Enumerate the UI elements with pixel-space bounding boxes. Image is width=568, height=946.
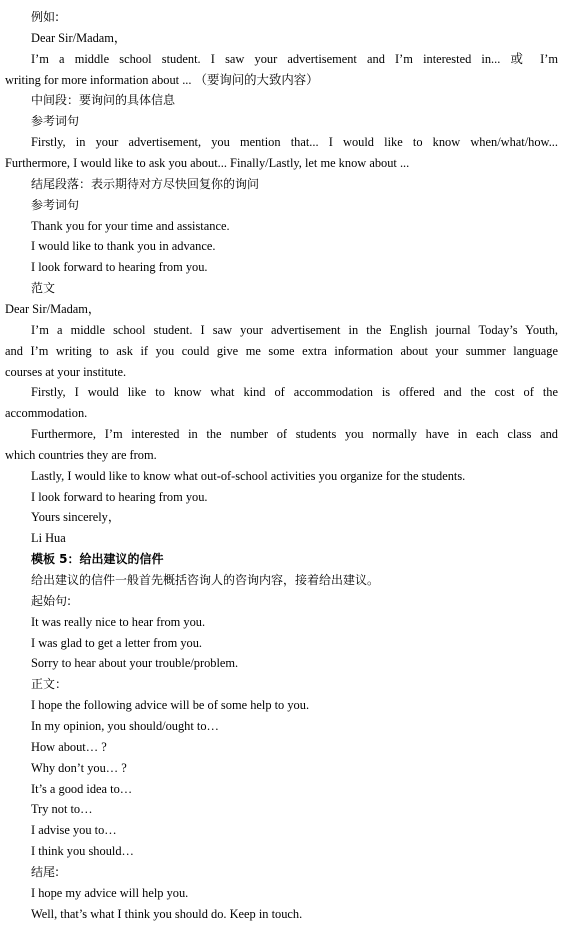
text-line: 结尾段落：表示期待对方尽快回复你的询问	[31, 176, 260, 191]
text-line: 模板 5：给出建议的信件	[31, 552, 164, 567]
text-line: I think you should…	[31, 844, 134, 858]
text-line: Dear Sir/Madam，	[5, 301, 101, 316]
text-line: which countries they are from.	[5, 447, 157, 462]
text-line: Try not to…	[31, 802, 93, 817]
text-line: 起始句:	[31, 593, 72, 608]
text-line: It’s a good idea to…	[31, 781, 133, 796]
text-line: 中间段：要询问的具体信息	[31, 93, 176, 108]
text-line: Furthermore, I would like to ask you about... Finally/Lastly, let me know about ...	[5, 156, 410, 170]
text-line: Firstly, I would like to know what kind of accommodation is offered and the cost of the	[31, 385, 558, 400]
text-line: I hope the following advice will be of some help to you.	[31, 698, 310, 713]
text-line: 范文	[31, 281, 56, 296]
text-line: Yours sincerely，	[31, 510, 121, 525]
text-line: Well, that’s what I think you should do. Keep in touch.	[31, 906, 303, 921]
text-line: In my opinion, you should/ought to…	[31, 718, 219, 733]
text-line: I was glad to get a letter from you.	[31, 635, 203, 650]
text-line: Firstly, in your advertisement, you mention that... I would like to know when/what/how...	[31, 135, 558, 150]
text-line: I hope my advice will help you.	[31, 885, 189, 900]
text-line: It was really nice to hear from you.	[31, 614, 206, 629]
text-line: Thank you for your time and assistance.	[31, 218, 230, 233]
text-line: and I’m writing to ask if you could give me some extra information about your summer language	[5, 343, 558, 358]
text-line: courses at your institute.	[5, 364, 127, 379]
text-line: How about… ?	[31, 739, 107, 754]
text-line: Why don’t you… ?	[31, 760, 127, 775]
text-line: 例如:	[31, 10, 60, 24]
text-line: writing for more information about ... （要询问的大致内容）	[5, 72, 319, 87]
text-line: 正文：	[31, 677, 68, 692]
text-line: accommodation.	[5, 406, 88, 421]
text-line: 结尾:	[31, 864, 60, 879]
text-line: I look forward to hearing from you.	[31, 489, 208, 504]
text-line: Li Hua	[31, 531, 66, 546]
text-line: Dear Sir/Madam，	[31, 30, 127, 45]
text-line: Sorry to hear about your trouble/problem.	[31, 656, 239, 671]
text-line: I’m a middle school student. I saw your advertisement and I’m interested in... 或 I’m	[31, 51, 558, 66]
text-line: I advise you to…	[31, 823, 117, 838]
text-line: I’m a middle school student. I saw your advertisement in the English journal Today’s Youth,	[31, 322, 558, 337]
text-line: Furthermore, I’m interested in the number of students you normally have in each class and	[31, 427, 558, 441]
text-line: Lastly, I would like to know what out-of-school activities you organize for the students.	[31, 468, 466, 483]
text-line: 给出建议的信件一般首先概括咨询人的咨询内容，接着给出建议。	[31, 573, 380, 587]
text-line: I would like to thank you in advance.	[31, 239, 216, 254]
text-line: 参考词句	[31, 197, 80, 212]
text-line: 参考词句	[31, 114, 80, 129]
text-line: I look forward to hearing from you.	[31, 260, 208, 275]
